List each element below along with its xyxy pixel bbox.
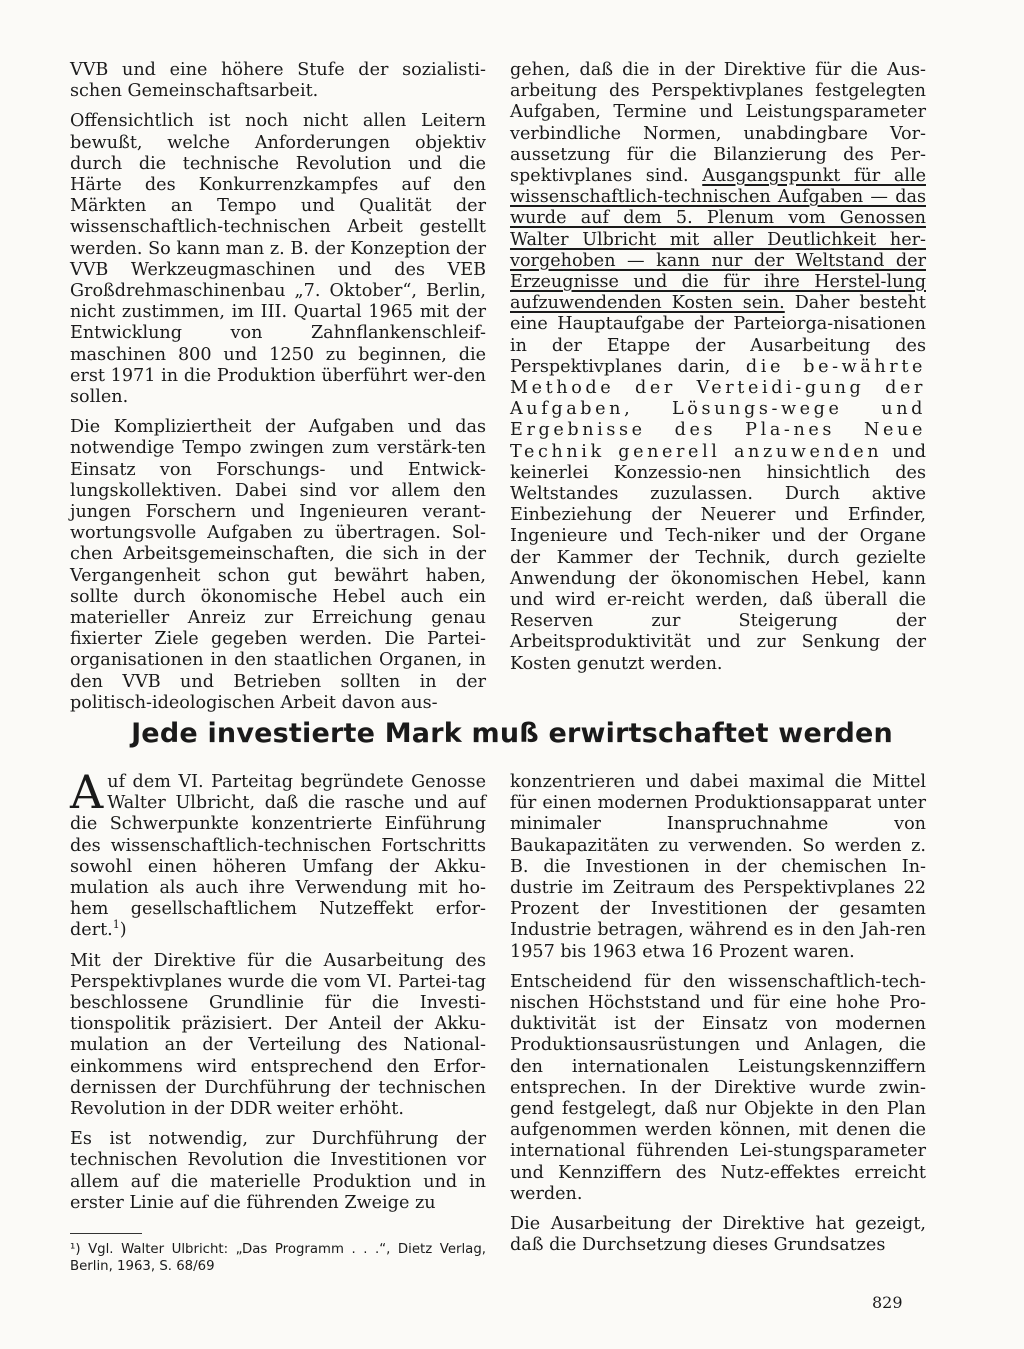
- bottom-left-column: [70, 765, 486, 1223]
- paragraph: Es ist notwendig, zur Durchführung der technischen Revolution die Investitionen vor allem auf die materielle Produktion und in erster Linie auf die führenden Zweige zu: [70, 1129, 486, 1213]
- footnote-divider: [70, 1233, 142, 1234]
- drop-cap: A: [70, 765, 104, 819]
- paragraph: Die Kompliziertheit der Aufgaben und das notwendige Tempo zwingen zum verstärk-ten Einsatz von Forschungs- und Entwick-lungskollektiven. Dabei sind vor allem den jungen Forschern und Ingenieuren verant-wortungsvolle Aufgaben zu übertragen. Sol-chen Arbeitsgemeinschaften, die sich in der Vergangenheit schon gut bewährt haben, sollte durch ökonomische Hebel auch ein materieller Anreiz zur Erreichung genau fixierter Ziele gegeben werden. Die Partei-organisationen in den staatlichen Organen, in den VVB und Betrieben sollten in der politisch-ideologischen Arbeit davon aus-: [70, 417, 486, 713]
- top-left-column: [70, 60, 486, 723]
- page-number: 829: [872, 1293, 903, 1312]
- text-run: Daher besteht eine Hauptaufgabe der Parteiorga-nisationen in der Etappe der Ausarbeitung des Perspektivplanes darin,: [510, 293, 926, 377]
- paragraph: [510, 60, 926, 675]
- text-run: ): [119, 920, 127, 941]
- paragraph: Mit der Direktive für die Ausarbeitung des Perspektivplanes wurde die vom VI. Partei-tag beschlossene Grundlinie für die Investi-tionspolitik präzisiert. Der Anteil der Akku-mulation an der Verteilung des National-einkommens wird entsprechend den Erfor-dernissen der Durchführung der technischen Revolution in der DDR weiter erhöht.: [70, 950, 486, 1120]
- paragraph: Entscheidend für den wissenschaftlich-tech-nischen Höchststand und für eine hohe Pro-duktivität ist der Einsatz von modernen Produktionsausrüstungen und Anlagen, die den internationalen Leistungskennziffern entsprechen. In der Direktive wurde zwin-gend festgelegt, daß nur Objekte in den Plan aufgenommen werden können, mit denen die international führenden Lei-stungsparameter und Kennziffern des Nutz-effektes erreicht werden.: [510, 971, 926, 1204]
- paragraph: VVB und eine höhere Stufe der sozialisti-schen Gemeinschaftsarbeit.: [70, 60, 486, 102]
- section-headline: Jede investierte Mark muß erwirtschaftet werden: [131, 718, 893, 749]
- footnote-reference: 1: [112, 918, 120, 932]
- letterspaced-passage: die be-währte Methode der Verteidi-gung der Aufgaben, Lösungs-wege und Ergebnisse des Pla-nes Neue Technik generell anzuwenden: [510, 356, 927, 462]
- text-run: uf dem VI. Parteitag begründete Genosse Walter Ulbricht, daß die rasche und auf die Schwerpunkte konzentrierte Einführung des wissenschaftlich-technischen Fortschritts sowohl einen höheren Umfang der Akku-mulation als auch ihre Verwendung mit ho-hem gesellschaftlichem Nutzeffekt erfor-dert.: [70, 772, 486, 941]
- paragraph: konzentrieren und dabei maximal die Mittel für einen modernen Produktionsapparat unter minimaler Inanspruchnahme von Baukapazitäten zu verwenden. So werden z. B. die Investionen in der chemischen In-dustrie im Zeitraum des Perspektivplanes 22 Prozent der Investitionen der gesamten Industrie betragen, während es in den Jah-ren 1957 bis 1963 etwa 16 Prozent waren.: [510, 772, 926, 962]
- underlined-passage: Ausgangspunkt für alle wissenschaftlich-technischen Aufgaben — das wurde auf dem 5. Plenum vom Genossen Walter Ulbricht mit aller Deutlichkeit her-vorgehoben — kann nur der Weltstand der Erzeugnisse und die für ihre Herstel-lung aufzuwendenden Kosten sein.: [510, 166, 926, 314]
- paragraph: Offensichtlich ist noch nicht allen Leitern bewußt, welche Anforderungen objektiv durch die technische Revolution und die Härte des Konkurrenzkampfes auf den Märkten an Tempo und Qualität der wissenschaftlich-technischen Arbeit gestellt werden. So kann man z. B. der Konzeption der VVB Werkzeugmaschinen und des VEB Großdrehmaschinenbau „7. Oktober“, Berlin, nicht zustimmen, im III. Quartal 1965 mit der Entwicklung von Zahnflankenschleif-maschinen 800 und 1250 zu beginnen, die erst 1971 in die Produktion überführt wer-den sollen.: [70, 111, 486, 408]
- text-run: gehen, daß die in der Direktive für die Aus-arbeitung des Perspektivplanes festgelegten Aufgaben, Termine und Leistungsparameter verbindliche Normen, unabdingbare Vor-aussetzung für die Bilanzierung des Per-spektivplanes sind.: [510, 60, 926, 187]
- text-run: und keinerlei Konzessio-nen hinsichtlich des Weltstandes zuzulassen. Durch aktive Einbeziehung der Neuerer und Erfinder, Ingenieure und Tech-niker und der Organe der Kammer der Technik, durch gezielte Anwendung der ökonomischen Hebel, kann und wird er-reicht werden, daß überall die Reserven zur Steigerung der Arbeitsproduktivität und zur Senkung der Kosten genutzt werden.: [510, 441, 926, 674]
- footnote: ¹) Vgl. Walter Ulbricht: „Das Programm . . .“, Dietz Verlag, Berlin, 1963, S. 68/69: [70, 1242, 486, 1274]
- bottom-right-column: [510, 772, 926, 1265]
- top-right-column: [510, 60, 926, 684]
- paragraph: Die Ausarbeitung der Direktive hat gezeigt, daß die Durchsetzung dieses Grundsatzes: [510, 1214, 926, 1256]
- paragraph: [70, 765, 486, 942]
